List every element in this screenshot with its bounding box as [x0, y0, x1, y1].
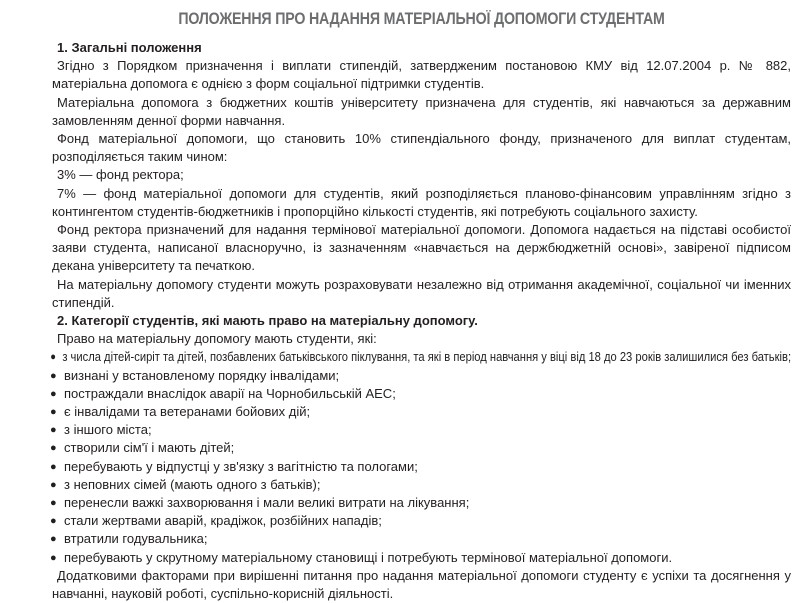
paragraph: Фонд матеріальної допомоги, що становить 10% стипендіального фонду, призначеного для виплат студентам, розподіляється таким чином:	[52, 131, 791, 165]
section-2-intro: Право на матеріальну допомогу мають студенти, які:	[57, 331, 377, 347]
bullet-icon: ●	[50, 442, 57, 455]
list-item: ● є інвалідами та ветеранами бойових дій;	[52, 403, 791, 421]
list-item: ● перебувають у відпустці у зв'язку з вагітністю та пологами;	[52, 458, 791, 476]
document-body	[52, 39, 791, 603]
bullet-icon: ●	[50, 351, 57, 364]
list-item: ● з неповних сімей (мають одного з батьків);	[52, 476, 791, 494]
section-1-heading: 1. Загальні положення	[57, 40, 202, 55]
document-title: ПОЛОЖЕННЯ ПРО НАДАННЯ МАТЕРІАЛЬНОЇ ДОПОМОГИ СТУДЕНТАМ	[178, 10, 665, 28]
bullet-icon: ●	[50, 406, 57, 419]
paragraph: Матеріальна допомога з бюджетних коштів університету призначена для студентів, які навчаються за державним замовленням денної форми навчання.	[52, 94, 791, 128]
closing-paragraph: Додатковими факторами при вирішенні питання про надання матеріальної допомоги студенту є успіхи та досягнення у навчанні, науковій роботі, суспільно-корисній діяльності.	[52, 567, 791, 602]
list-item: ● з числа дітей-сиріт та дітей, позбавлених батьківського піклування, та які в період навчання у віці від 18 до 23 років залишилися без батьків;	[52, 348, 688, 366]
paragraph: 3% — фонд ректора;	[57, 167, 184, 183]
list-item: ● визнані у встановленому порядку інвалідами;	[52, 367, 791, 385]
bullet-icon: ●	[50, 515, 57, 528]
bullet-icon: ●	[50, 533, 57, 546]
bullet-icon: ●	[50, 551, 57, 564]
paragraph: 7% — фонд матеріальної допомоги для студентів, який розподіляється планово-фінансовим управлінням згідно з контингентом студентів-бюджетників і пропорційно кількості студентів, які потребують соціального захисту.	[52, 185, 791, 219]
list-item: ● втратили годувальника;	[52, 530, 791, 548]
list-item: ● стали жертвами аварій, крадіжок, розбійних нападів;	[52, 512, 791, 530]
list-item: ● з іншого міста;	[52, 421, 791, 439]
bullet-icon: ●	[50, 369, 57, 382]
eligibility-list	[52, 348, 791, 566]
paragraph: На матеріальну допомогу студенти можуть розраховувати незалежно від отримання академічної, соціальної чи іменних стипендій.	[52, 276, 791, 310]
paragraph: Фонд ректора призначений для надання термінової матеріальної допомоги. Допомога надається на підставі особистої заяви студента, написаної власноручно, із зазначенням «навчається на держбюджетній основі», завіреної підписом декана університету та печаткою.	[52, 222, 791, 274]
list-item: ● постраждали внаслідок аварії на Чорнобильській АЕС;	[52, 385, 791, 403]
section-2-heading: 2. Категорії студентів, які мають право на матеріальну допомогу.	[57, 313, 478, 329]
bullet-icon: ●	[50, 478, 57, 491]
bullet-icon: ●	[50, 424, 57, 437]
bullet-icon: ●	[50, 387, 57, 400]
bullet-icon: ●	[50, 497, 57, 510]
list-item: ● перенесли важкі захворювання і мали великі витрати на лікування;	[52, 494, 791, 512]
paragraph: Згідно з Порядком призначення і виплати стипендій, затвердженим постановою КМУ від 12.07.2004 р. № 882, матеріальна допомога є однією з форм соціальної підтримки студентів.	[52, 58, 791, 92]
bullet-icon: ●	[50, 460, 57, 473]
list-item: ● створили сім'ї і мають дітей;	[52, 439, 791, 457]
list-item: ● перебувають у скрутному матеріальному становищі і потребують термінової матеріальної допомоги.	[52, 549, 791, 567]
